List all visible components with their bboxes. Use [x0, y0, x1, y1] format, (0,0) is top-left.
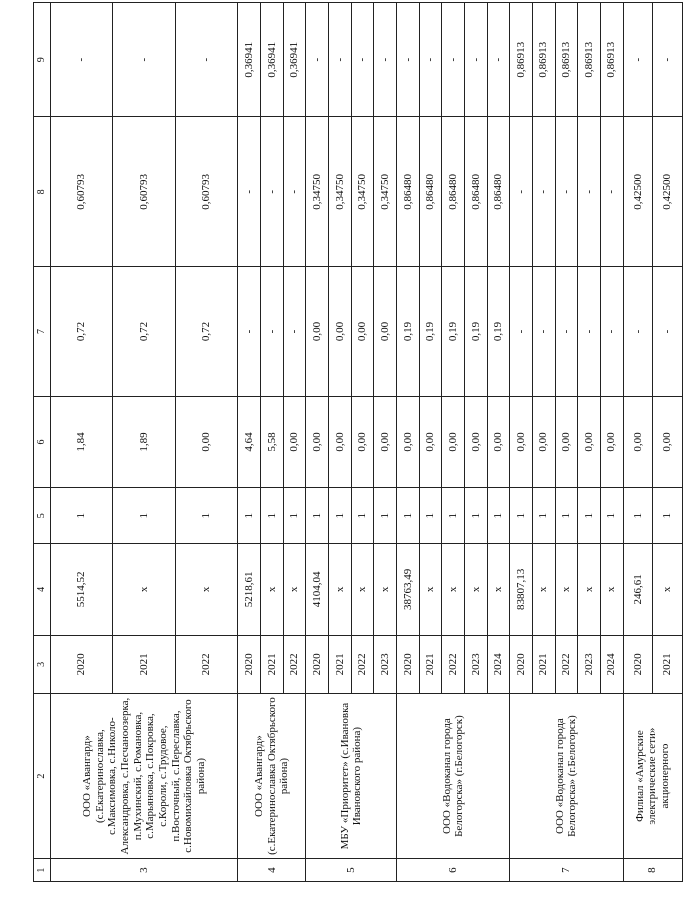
row-number-cell: 3 — [51, 859, 238, 882]
value-cell: - — [238, 267, 261, 397]
value-cell: 0,60793 — [113, 117, 175, 267]
value-cell: x — [351, 544, 374, 635]
value-cell: 83807,13 — [510, 544, 533, 635]
value-cell: 0,72 — [175, 267, 238, 397]
value-cell: 0,00 — [623, 396, 653, 487]
value-cell: 1 — [623, 488, 653, 544]
value-cell: 1 — [600, 488, 623, 544]
column-number-header: 4 — [34, 544, 51, 635]
value-cell: 0,19 — [442, 267, 465, 397]
value-cell: - — [351, 3, 374, 117]
table-row — [238, 3, 261, 882]
value-cell: - — [175, 3, 238, 117]
value-cell: 0,72 — [51, 267, 113, 397]
value-cell: 0,86913 — [600, 3, 623, 117]
value-cell: - — [283, 117, 306, 267]
value-cell: 0,00 — [487, 396, 510, 487]
value-cell: 0,00 — [374, 396, 397, 487]
value-cell: 0,86480 — [442, 117, 465, 267]
value-cell: 1 — [442, 488, 465, 544]
year-cell: 2021 — [653, 635, 683, 693]
value-cell: 4104,04 — [306, 544, 329, 635]
value-cell: 0,00 — [532, 396, 555, 487]
year-cell: 2022 — [555, 635, 578, 693]
organization-cell: ООО «Водоканал города Белогорска» (г.Белогорск) — [510, 694, 623, 859]
value-cell: 5,58 — [261, 396, 284, 487]
value-cell: 0,00 — [465, 396, 488, 487]
value-cell: 0,86480 — [397, 117, 420, 267]
year-cell: 2021 — [261, 635, 284, 693]
column-number-header: 1 — [34, 859, 51, 882]
value-cell: 1 — [397, 488, 420, 544]
value-cell: 0,00 — [600, 396, 623, 487]
value-cell: 0,60793 — [51, 117, 113, 267]
value-cell: 1 — [113, 488, 175, 544]
value-cell: - — [113, 3, 175, 117]
value-cell: - — [555, 117, 578, 267]
row-number-cell: 4 — [238, 859, 306, 882]
value-cell: - — [510, 267, 533, 397]
year-cell: 2022 — [351, 635, 374, 693]
table-row — [623, 3, 653, 882]
value-cell: - — [510, 117, 533, 267]
value-cell: 0,00 — [510, 396, 533, 487]
value-cell: 0,00 — [283, 396, 306, 487]
value-cell: 1,89 — [113, 396, 175, 487]
table-row — [306, 3, 329, 882]
value-cell: x — [175, 544, 238, 635]
value-cell: 0,00 — [374, 267, 397, 397]
value-cell: 1 — [238, 488, 261, 544]
value-cell: 0,00 — [397, 396, 420, 487]
value-cell: 0,86480 — [487, 117, 510, 267]
value-cell: 0,34750 — [374, 117, 397, 267]
column-number-header: 8 — [34, 117, 51, 267]
organization-cell: МБУ «Приоритет» (с.Ивановка Ивановского района) — [306, 694, 397, 859]
value-cell: 1 — [487, 488, 510, 544]
year-cell: 2020 — [238, 635, 261, 693]
row-number-cell: 8 — [623, 859, 682, 882]
value-cell: - — [532, 117, 555, 267]
value-cell: 1 — [283, 488, 306, 544]
row-number-cell: 6 — [397, 859, 510, 882]
value-cell: - — [306, 3, 329, 117]
value-cell: 38763,49 — [397, 544, 420, 635]
value-cell: 0,19 — [487, 267, 510, 397]
year-cell: 2021 — [329, 635, 352, 693]
value-cell: - — [51, 3, 113, 117]
column-number-header: 2 — [34, 694, 51, 859]
value-cell: 0,00 — [555, 396, 578, 487]
value-cell: 0,86913 — [510, 3, 533, 117]
value-cell: 0,00 — [329, 396, 352, 487]
value-cell: - — [465, 3, 488, 117]
value-cell: x — [374, 544, 397, 635]
value-cell: 0,42500 — [623, 117, 653, 267]
value-cell: 5218,61 — [238, 544, 261, 635]
value-cell: - — [397, 3, 420, 117]
value-cell: 1 — [261, 488, 284, 544]
value-cell: - — [442, 3, 465, 117]
value-cell: - — [578, 267, 601, 397]
value-cell: 1 — [351, 488, 374, 544]
value-cell: - — [329, 3, 352, 117]
value-cell: x — [419, 544, 442, 635]
value-cell: - — [283, 267, 306, 397]
table-body — [34, 3, 683, 882]
value-cell: x — [487, 544, 510, 635]
value-cell: 0,42500 — [653, 117, 683, 267]
year-cell: 2021 — [532, 635, 555, 693]
value-cell: x — [261, 544, 284, 635]
value-cell: 0,19 — [465, 267, 488, 397]
value-cell: x — [113, 544, 175, 635]
year-cell: 2020 — [510, 635, 533, 693]
value-cell: x — [465, 544, 488, 635]
value-cell: 0,86480 — [465, 117, 488, 267]
value-cell: 0,00 — [329, 267, 352, 397]
value-cell: x — [555, 544, 578, 635]
value-cell: - — [238, 117, 261, 267]
table-row — [510, 3, 533, 882]
value-cell: 1 — [555, 488, 578, 544]
year-cell: 2024 — [487, 635, 510, 693]
value-cell: 0,34750 — [351, 117, 374, 267]
value-cell: 246,61 — [623, 544, 653, 635]
tariff-table — [33, 2, 683, 882]
column-number-header: 6 — [34, 396, 51, 487]
value-cell: 0,19 — [419, 267, 442, 397]
column-number-header: 7 — [34, 267, 51, 397]
value-cell: 0,86913 — [555, 3, 578, 117]
value-cell: - — [578, 117, 601, 267]
organization-cell: ООО «Водоканал города Белогорска» (г.Белогорск) — [397, 694, 510, 859]
value-cell: x — [442, 544, 465, 635]
year-cell: 2022 — [283, 635, 306, 693]
year-cell: 2023 — [465, 635, 488, 693]
value-cell: 0,86913 — [578, 3, 601, 117]
value-cell: 0,72 — [113, 267, 175, 397]
table-row — [51, 3, 113, 882]
value-cell: 1 — [51, 488, 113, 544]
column-number-header: 5 — [34, 488, 51, 544]
value-cell: - — [600, 267, 623, 397]
value-cell: - — [653, 267, 683, 397]
value-cell: - — [555, 267, 578, 397]
year-cell: 2020 — [306, 635, 329, 693]
year-cell: 2023 — [578, 635, 601, 693]
value-cell: - — [653, 3, 683, 117]
value-cell: 0,19 — [397, 267, 420, 397]
value-cell: - — [532, 267, 555, 397]
value-cell: - — [623, 3, 653, 117]
value-cell: 0,00 — [653, 396, 683, 487]
value-cell: 1,84 — [51, 396, 113, 487]
year-cell: 2024 — [600, 635, 623, 693]
value-cell: 1 — [306, 488, 329, 544]
value-cell: 0,00 — [306, 396, 329, 487]
value-cell: - — [261, 117, 284, 267]
value-cell: 1 — [419, 488, 442, 544]
column-number-header: 3 — [34, 635, 51, 693]
value-cell: x — [600, 544, 623, 635]
year-cell: 2020 — [623, 635, 653, 693]
value-cell: 1 — [532, 488, 555, 544]
value-cell: - — [600, 117, 623, 267]
value-cell: 1 — [374, 488, 397, 544]
value-cell: 0,00 — [351, 267, 374, 397]
year-cell: 2023 — [374, 635, 397, 693]
rotated-table-page — [33, 2, 683, 882]
value-cell: 1 — [578, 488, 601, 544]
value-cell: 0,00 — [578, 396, 601, 487]
row-number-cell: 7 — [510, 859, 623, 882]
value-cell: x — [653, 544, 683, 635]
table-row — [397, 3, 420, 882]
value-cell: 0,00 — [351, 396, 374, 487]
value-cell: 1 — [653, 488, 683, 544]
year-cell: 2022 — [442, 635, 465, 693]
header-row — [34, 3, 51, 882]
organization-cell: ООО «Авангард» (с.Екатеринославка, с.Максимовка, с.Николо-Александровка, с.Песчаноозерка, п.Мухинский, с.Романовка, с.Марьяновка, с.Покровка, с.Короли, с.Трудовое, п.Восточный, с.Переславка, с.Новомихайловка Октябрьского района) — [51, 694, 238, 859]
value-cell: 0,00 — [306, 267, 329, 397]
value-cell: 4,64 — [238, 396, 261, 487]
value-cell: 0,00 — [442, 396, 465, 487]
year-cell: 2020 — [51, 635, 113, 693]
year-cell: 2021 — [419, 635, 442, 693]
value-cell: 0,00 — [175, 396, 238, 487]
value-cell: - — [623, 267, 653, 397]
value-cell: 5514,52 — [51, 544, 113, 635]
organization-cell: ООО «Авангард» (с.Екатеринославка Октябрьского района) — [238, 694, 306, 859]
value-cell: 0,34750 — [329, 117, 352, 267]
value-cell: 0,36941 — [261, 3, 284, 117]
value-cell: 0,86480 — [419, 117, 442, 267]
value-cell: 1 — [175, 488, 238, 544]
value-cell: - — [419, 3, 442, 117]
value-cell: x — [283, 544, 306, 635]
value-cell: x — [329, 544, 352, 635]
value-cell: 1 — [510, 488, 533, 544]
year-cell: 2022 — [175, 635, 238, 693]
year-cell: 2021 — [113, 635, 175, 693]
value-cell: 1 — [329, 488, 352, 544]
value-cell: x — [532, 544, 555, 635]
value-cell: 0,60793 — [175, 117, 238, 267]
value-cell: 1 — [465, 488, 488, 544]
value-cell: - — [487, 3, 510, 117]
value-cell: 0,00 — [419, 396, 442, 487]
value-cell: - — [261, 267, 284, 397]
value-cell: 0,86913 — [532, 3, 555, 117]
value-cell: - — [374, 3, 397, 117]
organization-cell: Филиал «Амурские электрические сети» акционерного — [623, 694, 682, 859]
value-cell: x — [578, 544, 601, 635]
value-cell: 0,34750 — [306, 117, 329, 267]
column-number-header: 9 — [34, 3, 51, 117]
value-cell: 0,36941 — [283, 3, 306, 117]
row-number-cell: 5 — [306, 859, 397, 882]
year-cell: 2020 — [397, 635, 420, 693]
value-cell: 0,36941 — [238, 3, 261, 117]
